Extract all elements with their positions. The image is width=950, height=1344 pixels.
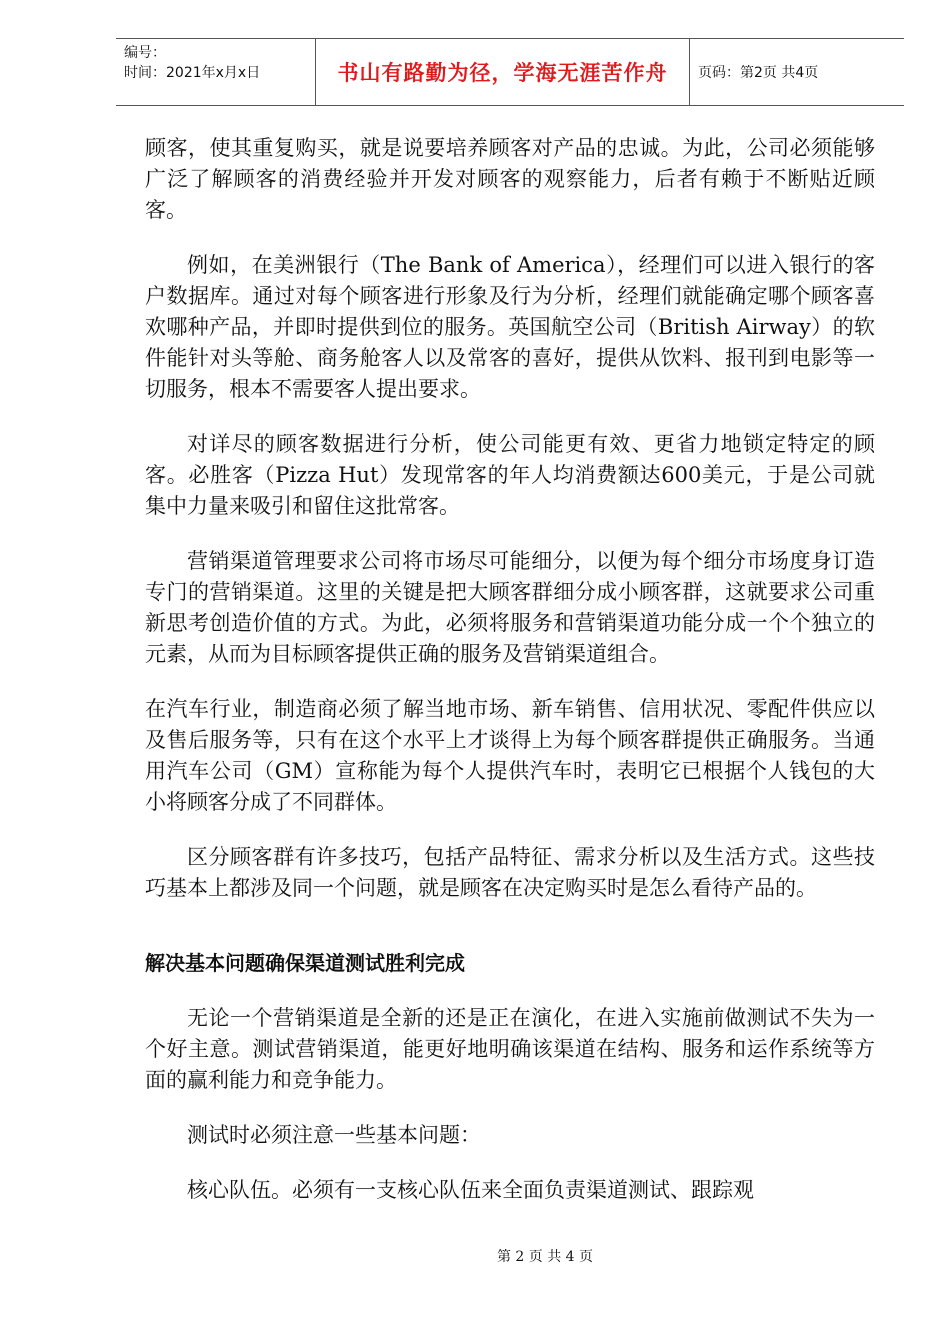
header-meta bbox=[116, 39, 316, 105]
section-paragraph-2: 测试时必须注意一些基本问题： bbox=[187, 1123, 481, 1147]
paragraph-2: 例如，在美洲银行（The Bank of America），经理们可以进入银行的客户数据库。通过对每个顾客进行形象及行为分析，经理们就能确定哪个顾客喜欢哪种产品，并即时提供到位的服务。英国航空公司（British Airway）的软件能针对头等舱、商务舱客人以及常客的喜好，提供从饮料、报刊到电影等一切服务，根本不需要客人提出要求。 bbox=[145, 253, 875, 401]
paragraph-4: 营销渠道管理要求公司将市场尽可能细分，以便为每个细分市场度身订造专门的营销渠道。这里的关键是把大顾客群细分成小顾客群，这就要求公司重新思考创造价值的方式。为此，必须将服务和营销渠道功能分成一个个独立的元素，从而为目标顾客提供正确的服务及营销渠道组合。 bbox=[145, 549, 875, 666]
header-time-label: 时间：2021年x月x日 bbox=[124, 65, 261, 81]
document-header bbox=[116, 38, 904, 106]
paragraph-1: 顾客，使其重复购买，就是说要培养顾客对产品的忠诚。为此，公司必须能够广泛了解顾客的消费经验并开发对顾客的观察能力，后者有赖于不断贴近顾客。 bbox=[145, 136, 875, 222]
page-footer: 第 2 页 共 4 页 bbox=[496, 1249, 594, 1265]
header-page-info: 页码：第2页 共4页 bbox=[698, 65, 819, 81]
header-motto: 书山有路勤为径，学海无涯苦作舟 bbox=[316, 39, 690, 105]
section-paragraph-3: 核心队伍。必须有一支核心队伍来全面负责渠道测试、跟踪观 bbox=[187, 1178, 754, 1202]
paragraph-5: 在汽车行业，制造商必须了解当地市场、新车销售、信用状况、零配件供应以及售后服务等，只有在这个水平上才谈得上为每个顾客群提供正确服务。当通用汽车公司（GM）宣称能为每个人提供汽车时，表明它已根据个人钱包的大小将顾客分成了不同群体。 bbox=[145, 697, 875, 814]
paragraph-6: 区分顾客群有许多技巧，包括产品特征、需求分析以及生活方式。这些技巧基本上都涉及同一个问题，就是顾客在决定购买时是怎么看待产品的。 bbox=[145, 845, 875, 900]
header-number-label: 编号： bbox=[124, 45, 166, 61]
paragraph-3: 对详尽的顾客数据进行分析，使公司能更有效、更省力地锁定特定的顾客。必胜客（Pizza Hut）发现常客的年人均消费额达600美元，于是公司就集中力量来吸引和留住这批常客。 bbox=[145, 432, 875, 518]
document-body bbox=[145, 133, 875, 1230]
section-paragraph-1: 无论一个营销渠道是全新的还是正在演化，在进入实施前做测试不失为一个好主意。测试营销渠道，能更好地明确该渠道在结构、服务和运作系统等方面的赢利能力和竞争能力。 bbox=[145, 1006, 875, 1092]
section-title: 解决基本问题确保渠道测试胜利完成 bbox=[145, 951, 465, 975]
